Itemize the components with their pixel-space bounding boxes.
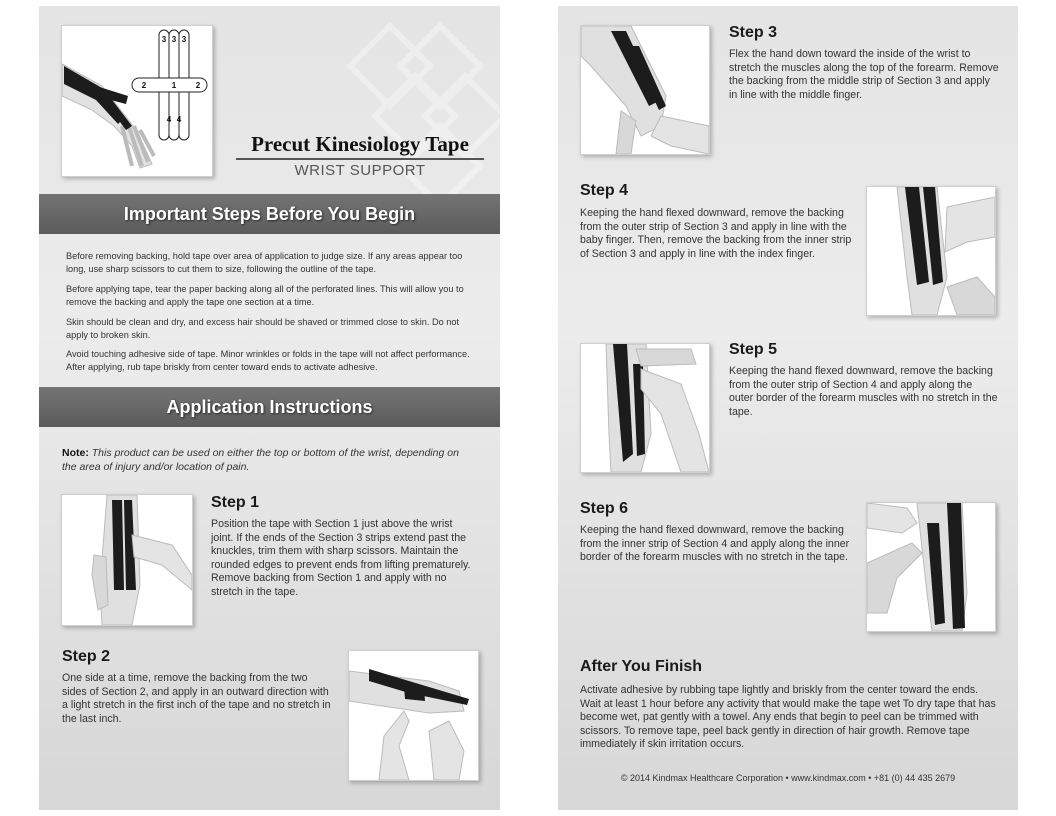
step-4-heading: Step 4 [580, 182, 629, 199]
page-subtitle: WRIST SUPPORT [294, 162, 426, 179]
title-divider [236, 158, 484, 160]
step-6-photo [866, 502, 996, 632]
before-begin-paragraph-1: Before removing backing, hold tape over area of application to judge size. If any areas appear too long, use sharp scissors to cut them to size, following the outline of the tape. [66, 251, 463, 274]
footer-contact: © 2014 Kindmax Healthcare Corporation • www.kindmax.com • +81 (0) 44 435 2679 [620, 773, 956, 783]
before-begin-paragraph-3: Skin should be clean and dry, and excess hair should be shaved or trimmed close to skin. Do not apply to broken skin. [66, 317, 460, 340]
note-text: This product can be used on either the top or bottom of the wrist, depending on the area of injury and/or location of pain. [62, 447, 459, 473]
step-6-text: Keeping the hand flexed downward, remove the backing from the inner strip of Section 4 and apply along the inner border of the forearm muscles with no stretch in the tape. [580, 524, 850, 564]
diagram-label-2b: 2 [195, 81, 201, 90]
application-banner: Application Instructions [39, 387, 500, 427]
step-3-text: Flex the hand down toward the inside of the wrist to stretch the muscles along the top of the forearm. Remove the backing from the middle strip of Section 3 and apply in line with the middle finger. [729, 48, 999, 101]
diagram-label-3c: 3 [181, 35, 187, 44]
before-begin-paragraph-4: Avoid touching adhesive side of tape. Minor wrinkles or folds in the tape will not affect performance. After applying, rub tape briskly from center toward ends to activate adhesive. [66, 349, 470, 372]
step-3-photo [580, 25, 710, 155]
before-begin-paragraph-2: Before applying tape, tear the paper backing along all of the perforated lines. This will allow you to remove the backing and apply the tape one section at a time. [66, 284, 464, 307]
step-4-photo [866, 186, 996, 316]
application-note [62, 447, 472, 474]
after-finish-text: Activate adhesive by rubbing tape lightly and briskly from the center toward the ends. Wait at least 1 hour before any activity that would make the tape wet To dry tape that has become wet, pat gently with a towel. Any ends that begin to peel can be trimmed with scissors. To remove tape, peel back gently in direction of hair growth. Remove tape immediately if skin irritation occurs. [580, 684, 996, 751]
note-label: Note: [62, 447, 89, 459]
step-2-heading: Step 2 [62, 648, 111, 665]
step-1-text: Position the tape with Section 1 just above the wrist joint. If the ends of the Section 3 strips extend past the knuckles, trim them with sharp scissors. Maintain the rounded edges to prevent ends from lifting prematurely. Remove backing from Section 1 and apply with no stretch in the tape. [211, 518, 471, 598]
step-2-photo [348, 650, 479, 781]
right-panel [558, 6, 1018, 810]
step-1-heading: Step 1 [211, 494, 260, 511]
diagram-label-3a: 3 [161, 35, 167, 44]
diagram-label-3b: 3 [171, 35, 177, 44]
after-finish-heading: After You Finish [580, 658, 703, 675]
step-5-heading: Step 5 [729, 341, 778, 358]
step-3-heading: Step 3 [729, 24, 778, 41]
diagram-label-4a: 4 [166, 115, 172, 124]
diagram-label-4b: 4 [176, 115, 182, 124]
step-5-photo [580, 343, 710, 473]
before-begin-banner: Important Steps Before You Begin [39, 194, 500, 234]
step-5-text: Keeping the hand flexed downward, remove the backing from the outer strip of Section 4 and apply along the outer border of the forearm muscles with no stretch in the tape. [729, 365, 998, 418]
step-2-text: One side at a time, remove the backing from the two sides of Section 2, and apply in an outward direction with a light stretch in the first inch of the tape and no stretch in the last inch. [62, 672, 331, 725]
step-4-text: Keeping the hand flexed downward, remove the backing from the outer strip of Section 3 and apply in line with the baby finger. Then, remove the backing from the inner strip of Section 3 and apply in line with the index finger. [580, 207, 852, 260]
step-1-photo [61, 494, 193, 626]
diagram-label-2a: 2 [141, 81, 147, 90]
wrist-tape-diagram-image [61, 25, 213, 177]
diagram-label-1: 1 [171, 81, 177, 90]
left-panel [39, 6, 500, 810]
page-title: Precut Kinesiology Tape [251, 132, 469, 156]
step-6-heading: Step 6 [580, 500, 629, 517]
